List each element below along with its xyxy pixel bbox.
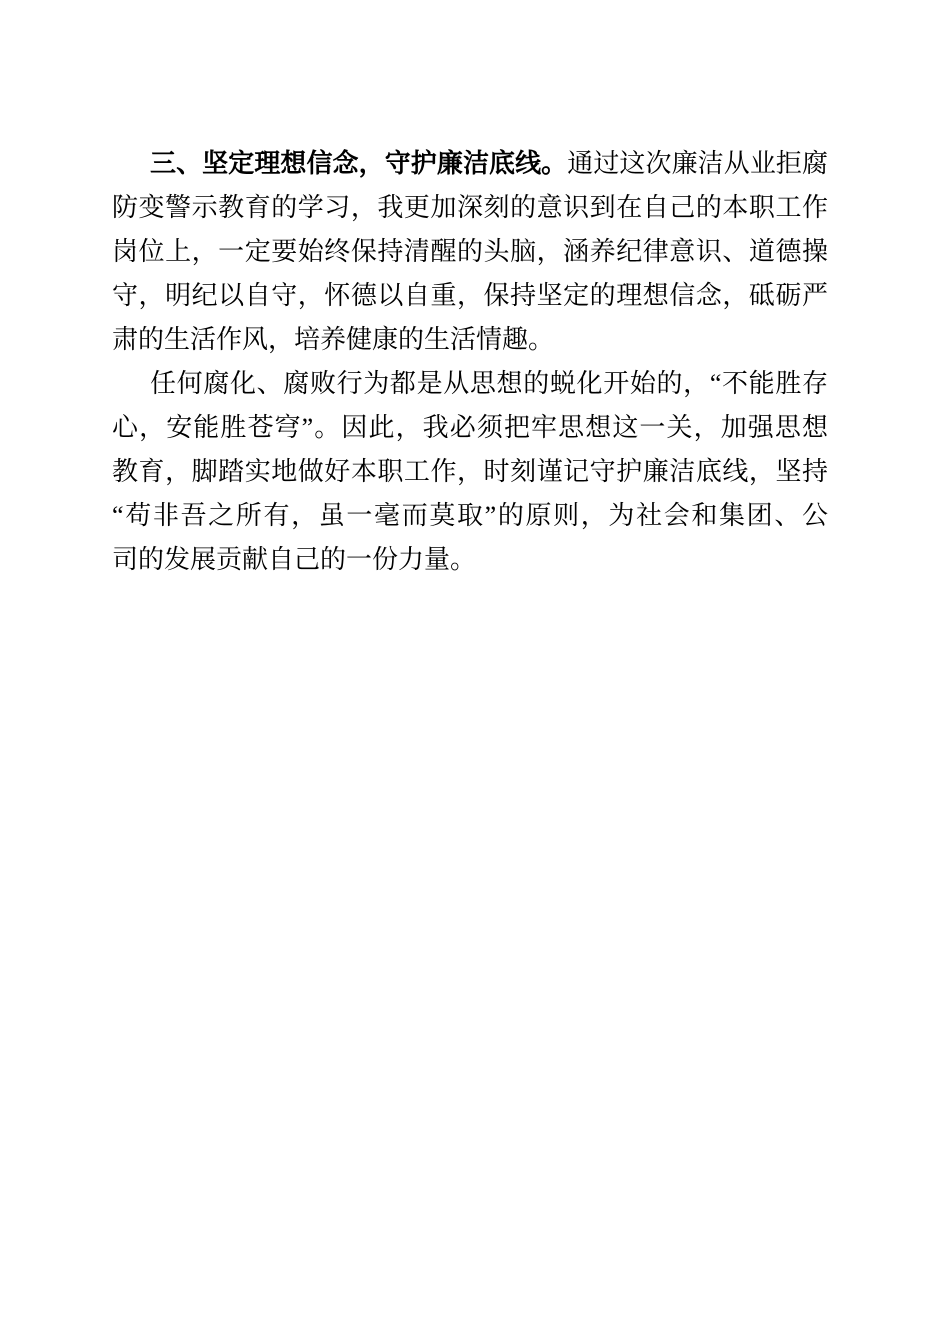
section-heading: 三、坚定理想信念，守护廉洁底线。 bbox=[150, 148, 568, 178]
paragraph-1-line-5: 肃的生活作风，培养健康的生活情趣。 bbox=[112, 325, 555, 354]
body-text: 通过这次廉洁从业拒腐 bbox=[567, 149, 828, 178]
paragraph-1-line-3: 岗位上，一定要始终保持清醒的头脑，涵养纪律意识、道德操 bbox=[112, 237, 828, 266]
paragraph-1-line-2: 防变警示教育的学习，我更加深刻的意识到在自己的本职工作 bbox=[112, 193, 828, 222]
paragraph-2-line-3: 教育，脚踏实地做好本职工作，时刻谨记守护廉洁底线，坚持 bbox=[112, 457, 828, 486]
paragraph-2-line-4: “苟非吾之所有，虽一毫而莫取”的原则，为社会和集团、公 bbox=[112, 501, 828, 530]
paragraph-2-line-5: 司的发展贡献自己的一份力量。 bbox=[112, 545, 477, 574]
text-block bbox=[112, 141, 828, 582]
paragraph-2-line-1: 任何腐化、腐败行为都是从思想的蜕化开始的，“不能胜存 bbox=[150, 369, 828, 398]
paragraph-2-line-2: 心，安能胜苍穹”。因此，我必须把牢思想这一关，加强思想 bbox=[112, 413, 828, 442]
paragraph-1-line-1 bbox=[112, 141, 828, 186]
paragraph-1-line-4: 守，明纪以自守，怀德以自重，保持坚定的理想信念，砥砺严 bbox=[112, 281, 828, 310]
